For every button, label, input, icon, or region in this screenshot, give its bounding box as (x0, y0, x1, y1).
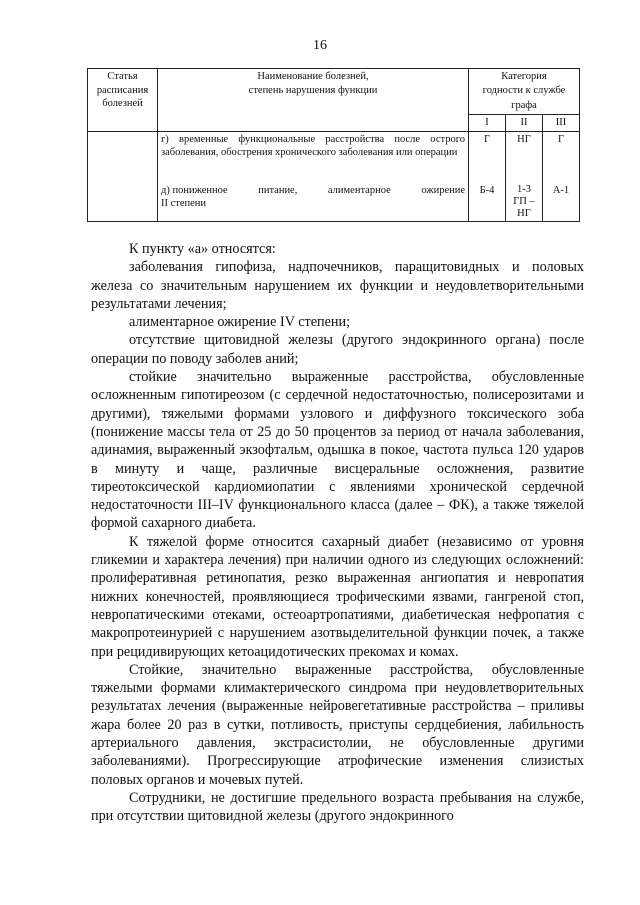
category-col-1-cell (469, 131, 506, 222)
article-cell (88, 131, 158, 222)
header-article-line: Статья (107, 71, 138, 82)
category-value: ГП – (513, 196, 535, 208)
header-article-line: болезней (102, 98, 143, 110)
header-graph-col-2: II (506, 114, 543, 131)
category-value: НГ (517, 208, 531, 220)
body-paragraph: заболевания гипофиза, надпочечников, паращитовидных и половых железа со значительным нарушением их функции и неудовлетворительными результатами лечения; (91, 259, 584, 312)
header-article-column (88, 69, 158, 132)
disease-cell (158, 131, 469, 222)
entry-d-word: алиментарное (327, 184, 391, 196)
body-paragraph: алиментарное ожирение IV степени; (129, 314, 351, 331)
category-value: Б-4 (479, 185, 495, 197)
body-paragraph: стойкие значительно выраженные расстройства, обусловленные осложненным гипотиреозом (с сердечной недостаточностью, полисерозитами и другими), тяжелыми формами узлового и диффузного токсического зоба (понижение массы тела от 25 до 50 процентов за период от начала заболевания, адинамия, выраженный экзофтальм, одышка в покое, частота пульса 120 ударов в минуту и чаще, различные висцеральные осложнения, развитие тиреотоксической кардиомиопатии с явлениями хронической сердечной недостаточности III–IV функционального класса (далее – ФК), а также тяжелой формой сахарного диабета. (91, 369, 584, 532)
header-category-line: годности к службе (482, 84, 566, 96)
header-disease-line: степень нарушения функции (248, 84, 378, 96)
entry-d-line1 (161, 184, 465, 198)
header-graph-label: графа (469, 98, 580, 114)
category-value: 1-3 (517, 184, 531, 196)
page-number: 16 (313, 38, 327, 53)
body-text (91, 240, 584, 826)
body-paragraph: Стойкие, значительно выраженные расстройства, обусловленные тяжелыми формами климактерического синдрома при неудовлетворительных результатах лечения (выраженные нейровегетативные расстройства – приливы жара более 20 раз в сутки, потливость, приступы сердцебиения, лабильность артериального давления, экстрасистолии, не обусловленные другими заболеваниями). Прогрессирующие атрофические изменения слизистых половых органов и мочевых путей. (91, 661, 584, 788)
body-paragraph: Сотрудники, не достигшие предельного возраста пребывания на службе, при отсутствии щитовидной железы (другого эндокринного (91, 789, 584, 825)
entry-d-word: питание, (258, 184, 298, 196)
header-article-line: расписания (96, 84, 149, 96)
category-value: НГ (517, 133, 531, 145)
header-graph-col-3: III (543, 114, 580, 131)
body-paragraph: К пункту «а» относятся: (129, 241, 276, 257)
entry-d-word: ожирение (421, 184, 465, 196)
category-col-2-cell (506, 131, 543, 222)
body-paragraph: К тяжелой форме относится сахарный диабет (независимо от уровня гликемии и характера лечения) при наличии одного из следующих осложнений: пролиферативная ретинопатия, резко выраженная ангиопатия и невропатия нижних конечностей, проявляющиеся трофическими язвами, гангреной стоп, невропатическими отеками, остеоартропатиями, диабетическая нефропатия с макропротеинурией с нарушением азотвыделительной функции почек, а также при рецидивирующих кетоацидотических прекомах и комах. (91, 533, 584, 660)
category-value: Г (557, 133, 565, 145)
entry-d-word: д) пониженное (161, 184, 228, 196)
fitness-category-table (87, 68, 580, 222)
entry-g-text: г) временные функциональные расстройства после острого заболевания, обострения хронического заболевания или операции (161, 133, 465, 159)
category-col-3-cell (543, 131, 580, 222)
category-value: Г (483, 133, 491, 145)
header-category-title (469, 69, 580, 99)
header-disease-line: Наименование болезней, (257, 71, 369, 82)
body-paragraph: отсутствие щитовидной железы (другого эндокринного органа) после операции по поводу заболев аний; (91, 332, 584, 367)
header-graph-col-1: I (469, 114, 506, 131)
category-value: А-1 (552, 185, 570, 197)
header-disease-column (158, 69, 469, 132)
entry-d-line2: II степени (161, 198, 207, 210)
header-category-line: Категория (501, 71, 547, 82)
